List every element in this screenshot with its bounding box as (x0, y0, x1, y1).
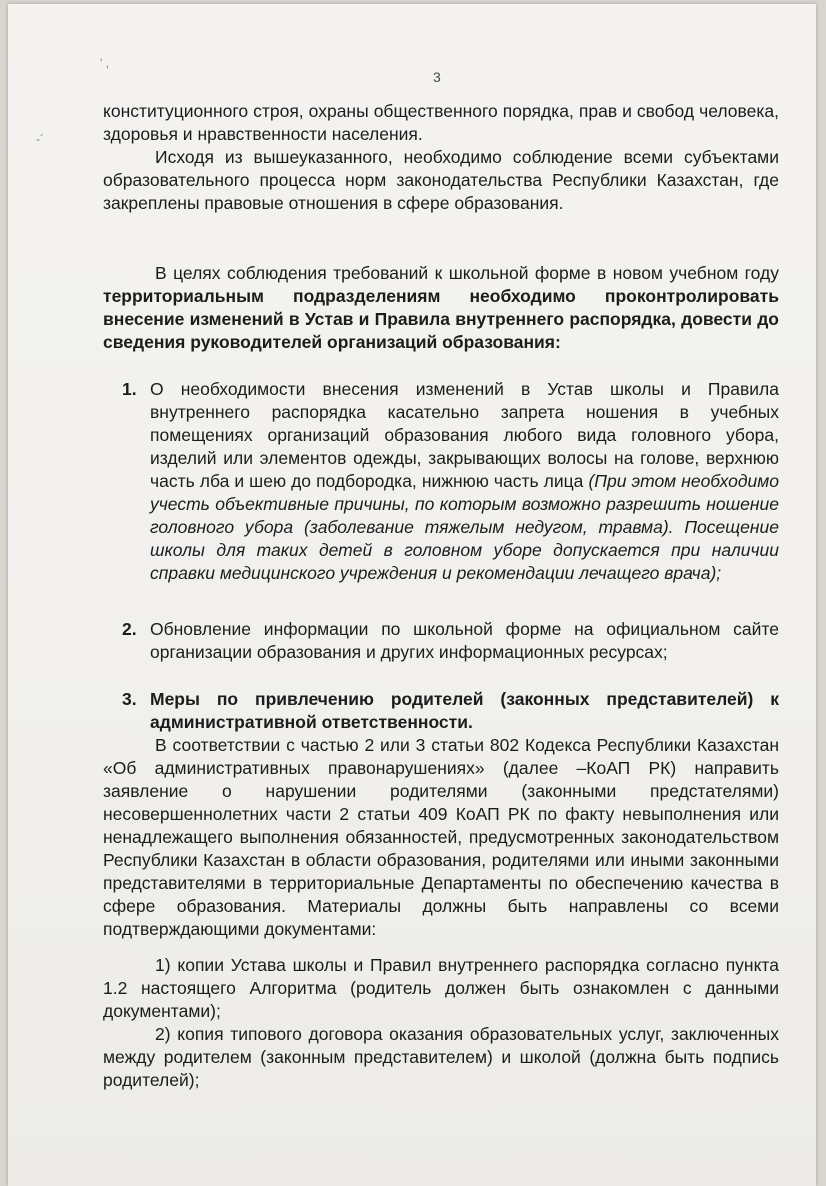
paragraph-1: конституционного строя, охраны общественного порядка, прав и свобод человека, здоровья и нравственности населения. (103, 101, 779, 144)
paragraph-3-bold: территориальным подразделениям необходимо проконтролировать внесение изменений в Устав и Правила внутреннего распорядка, довести до сведения руководителей организаций образования: (103, 286, 779, 352)
list-item-number: 3. (122, 689, 137, 709)
list-item-1 (122, 378, 779, 585)
list-item-number: 1. (122, 379, 137, 399)
document-page (8, 4, 816, 1186)
paragraph-3-lead: В целях соблюдения требований к школьной форме в новом учебном году (155, 263, 779, 283)
paragraph-2: Исходя из вышеуказанного, необходимо соблюдение всеми субъектами образовательного процесса норм законодательства Республики Казахстан, где закреплены правовые отношения в сфере образования. (103, 147, 779, 213)
list-item-number: 2. (122, 619, 137, 639)
list-item-2 (122, 618, 779, 664)
page-speck: ' , (100, 56, 109, 70)
page-number: 3 (433, 69, 441, 85)
sublist-item-2: 2) копия типового договора оказания образовательных услуг, заключенных между родителем (законным представителем) и школой (должна быть подпись родителей); (103, 1024, 779, 1090)
list-item-3 (122, 688, 779, 734)
list-item-text: О необходимости внесения изменений в Устав школы и Правила внутреннего распорядка касательно запрета ношения в учебных помещениях организаций образования любого вида головного убора, изделий или элементов одежды, закрывающих волосы на голове, верхнюю часть лба и шею до подбородка, нижнюю часть лица (150, 379, 779, 491)
list-item-text: Меры по привлечению родителей (законных представителей) к административной ответственности. (150, 689, 779, 732)
list-item-italic-note: (При этом необходимо учесть объективные причины, по которым возможно разрешить ношение головного убора (заболевание тяжелым недугом, травма). Посещение школы для таких детей в головном уборе допускается при наличии справки медицинского учреждения и рекомендации лечащего врача); (150, 471, 779, 583)
page-speck: -´ (36, 132, 44, 146)
sublist-item-1: 1) копии Устава школы и Правил внутреннего распорядка согласно пункта 1.2 настоящего Алгоритма (родитель должен быть ознакомлен с данными документами); (103, 955, 779, 1021)
paragraph-3 (103, 262, 779, 354)
paragraph-koap: В соответствии с частью 2 или 3 статьи 802 Кодекса Республики Казахстан «Об административных правонарушениях» (далее –КоАП РК) направить заявление о нарушении родителями (законными предстателями) несовершеннолетних части 2 статьи 409 КоАП РК по факту невыполнения или ненадлежащего выполнения обязанностей, предусмотренных законодательством Республики Казахстан в области образования, родителями или иными законными представителями в территориальные Департаменты по обеспечению качества в сфере образования. Материалы должны быть направлены со всеми подтверждающими документами: (103, 735, 779, 939)
list-item-text: Обновление информации по школьной форме на официальном сайте организации образования и других информационных ресурсах; (150, 619, 779, 662)
